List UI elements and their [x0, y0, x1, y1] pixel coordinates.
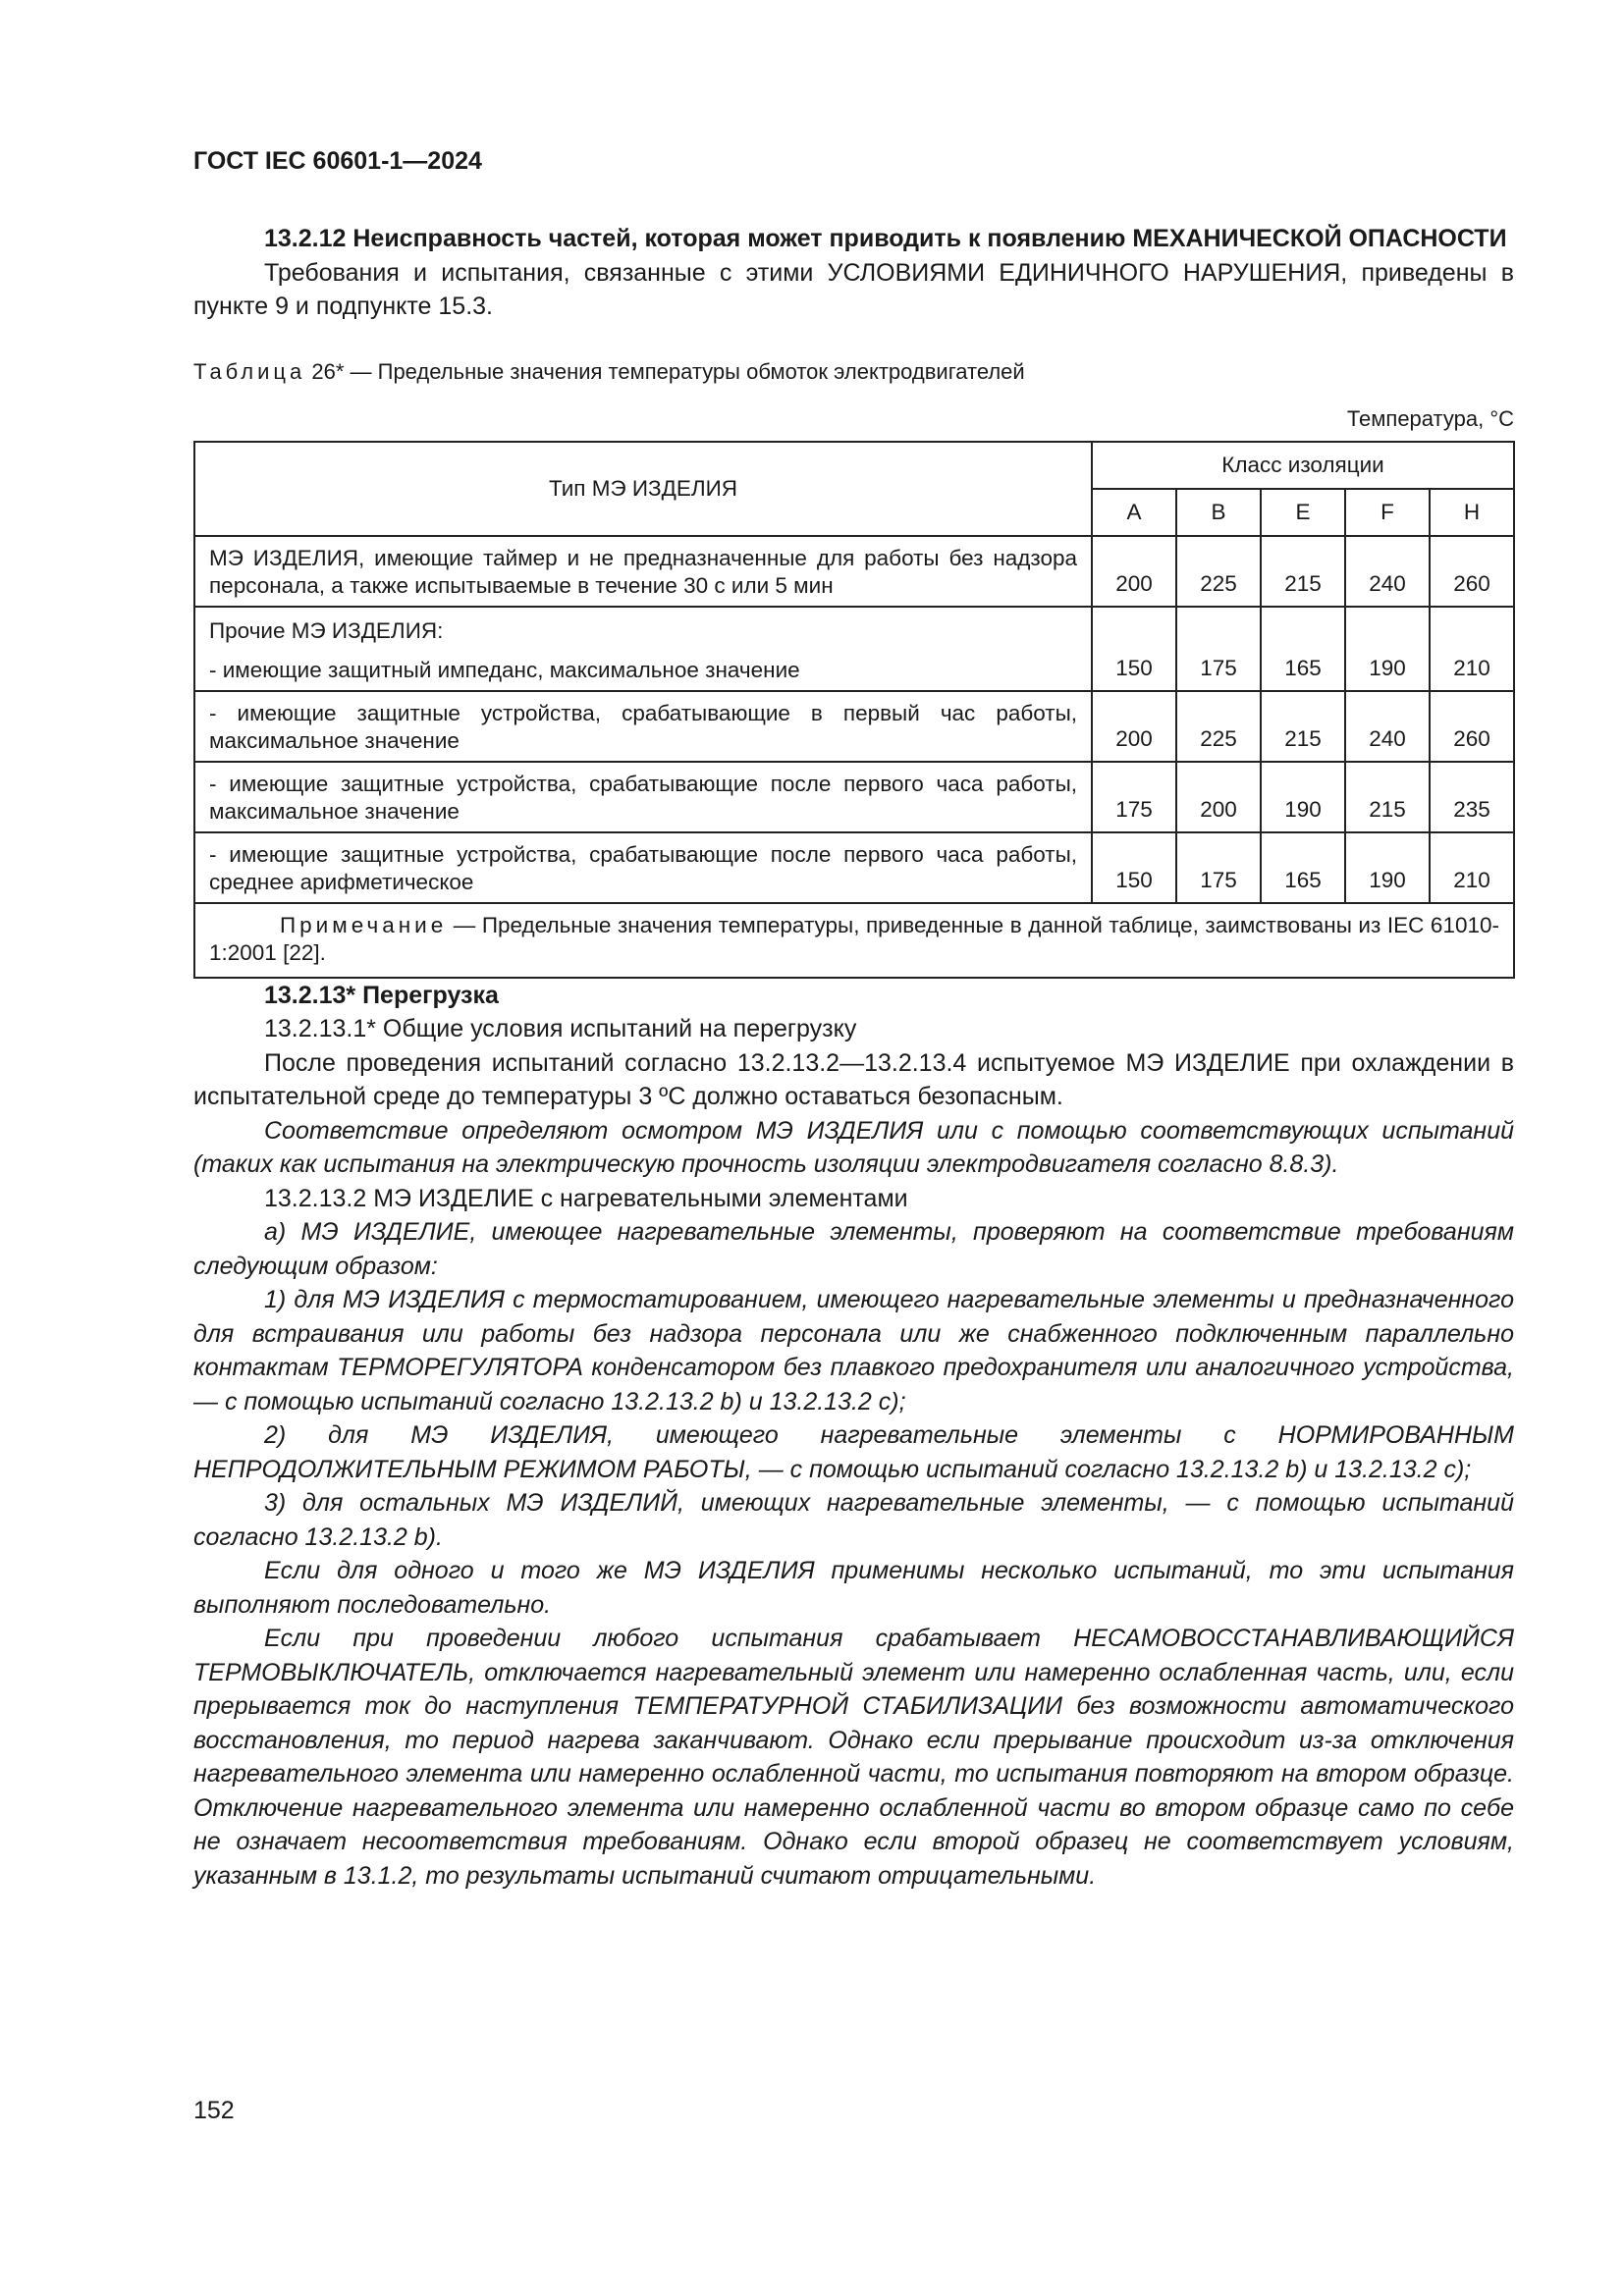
cell-value: 150	[1092, 649, 1176, 691]
item-1: 1) для МЭ ИЗДЕЛИЯ с термостатированием, имеющего нагревательные элементы и предназначенного для встраивания или работы без надзора персонала или же снабженного подключенным параллельно контактам ТЕРМОРЕГУЛЯТОРА конденсатором без плавкого предохранителя или аналогичного устройства, — с помощью испытаний согласно 13.2.13.2 b) и 13.2.13.2 c);	[193, 1286, 1514, 1415]
cell-value: 235	[1430, 762, 1514, 832]
cell-value: 200	[1092, 691, 1176, 762]
header-device-type: Тип МЭ ИЗДЕЛИЯ	[194, 442, 1092, 536]
item-2: 2) для МЭ ИЗДЕЛИЯ, имеющего нагревательные элементы с НОРМИРОВАННЫМ НЕПРОДОЛЖИТЕЛЬНЫМ РЕЖИМОМ РАБОТЫ, — с помощью испытаний согласно 13.2.13.2 b) и 13.2.13.2 c);	[193, 1421, 1514, 1483]
cell-value: 190	[1261, 762, 1345, 832]
group-label: Прочие МЭ ИЗДЕЛИЯ:	[194, 607, 1092, 649]
cell-value: 215	[1261, 691, 1345, 762]
cell-value: 260	[1430, 536, 1514, 607]
row-label: МЭ ИЗДЕЛИЯ, имеющие таймер и не предназначенные для работы без надзора персонала, а также испытываемые в течение 30 с или 5 мин	[194, 536, 1092, 607]
cell-value: 240	[1345, 536, 1430, 607]
subsection-13-2-13-1-compliance: Соответствие определяют осмотром МЭ ИЗДЕЛИЯ или с помощью соответствующих испытаний (таких как испытания на электрическую прочность изоляции электродвигателя согласно 8.8.3).	[193, 1116, 1514, 1178]
row-label: - имеющие защитные устройства, срабатывающие после первого часа работы, максимальное значение	[194, 762, 1092, 832]
header-class-f: F	[1345, 489, 1430, 536]
document-header: ГОСТ IEC 60601-1—2024	[193, 147, 482, 175]
table-group-row	[194, 607, 1514, 649]
cell-value: 260	[1430, 691, 1514, 762]
thermal-cutout-paragraph: Если при проведении любого испытания срабатывает НЕСАМОВОССТАНАВЛИВАЮЩИЙСЯ ТЕРМОВЫКЛЮЧАТЕЛЬ, отключается нагревательный элемент или намеренно ослабленная часть, или, если прерывается ток до наступления ТЕМПЕРАТУРНОЙ СТАБИЛИЗАЦИИ без возможности автоматического восстановления, то период нагрева заканчивают. Однако если прерывание происходит из-за отключения нагревательного элемента или намеренно ослабленной части, то испытания повторяют на втором образце. Отключение нагревательного элемента или намеренно ослабленной части во втором образце само по себе не означает несоответствия требованиям. Однако если второй образец не соответствует условиям, указанным в 13.1.2, то результаты испытаний считают отрицательными.	[193, 1625, 1514, 1890]
table-row	[194, 536, 1514, 607]
subsection-13-2-13-1-title: 13.2.13.1* Общие условия испытаний на перегрузку	[264, 1015, 857, 1042]
row-label: - имеющие защитный импеданс, максимальное значение	[194, 649, 1092, 691]
subsection-13-2-13-2-title: 13.2.13.2 МЭ ИЗДЕЛИЕ с нагревательными элементами	[264, 1184, 908, 1212]
table-unit: Температура, °С	[1346, 405, 1514, 431]
page-number: 152	[193, 2097, 235, 2124]
cell-value: 175	[1092, 762, 1176, 832]
note-text: — Предельные значения температуры, приведенные в данной таблице, заимствованы из IEC 61010-1:2001 [22].	[209, 912, 1499, 965]
section-13-2-13-heading: 13.2.13* Перегрузка	[264, 981, 499, 1009]
cell-value: 210	[1430, 649, 1514, 691]
note-label: Примечание	[280, 912, 448, 937]
cell-value: 200	[1176, 762, 1261, 832]
table-header-row	[194, 442, 1514, 489]
header-class-e: E	[1261, 489, 1345, 536]
table-row	[194, 691, 1514, 762]
cell-value: 215	[1345, 762, 1430, 832]
header-class-b: B	[1176, 489, 1261, 536]
table-note-row	[194, 903, 1514, 978]
cell-value: 215	[1261, 536, 1345, 607]
cell-value: 190	[1345, 832, 1430, 903]
table-caption-text: 26* — Предельные значения температуры обмоток электродвигателей	[305, 358, 1025, 384]
header-class-h: H	[1430, 489, 1514, 536]
temperature-table	[193, 441, 1515, 979]
subsection-13-2-13-1-text: После проведения испытаний согласно 13.2.13.2—13.2.13.4 испытуемое МЭ ИЗДЕЛИЕ при охлаждении в испытательной среде до температуры 3 ºС должно оставаться безопасным.	[193, 1048, 1514, 1110]
cell-value: 175	[1176, 649, 1261, 691]
cell-value: 190	[1345, 649, 1430, 691]
table-row	[194, 649, 1514, 691]
table-note	[194, 903, 1514, 978]
table-row	[194, 762, 1514, 832]
section-13-2-12-text: Требования и испытания, связанные с этими УСЛОВИЯМИ ЕДИНИЧНОГО НАРУШЕНИЯ, приведены в пункте 9 и подпункте 15.3.	[193, 258, 1514, 320]
cell-value: 165	[1261, 832, 1345, 903]
cell-value: 150	[1092, 832, 1176, 903]
section-13-2-12-heading: 13.2.12 Неисправность частей, которая может приводить к появлению МЕХАНИЧЕСКОЙ ОПАСНОСТИ	[264, 225, 1507, 252]
item-3: 3) для остальных МЭ ИЗДЕЛИЙ, имеющих нагревательные элементы, — с помощью испытаний согласно 13.2.13.2 b).	[193, 1489, 1514, 1551]
table-caption	[193, 357, 1514, 387]
row-label: - имеющие защитные устройства, срабатывающие после первого часа работы, среднее арифметическое	[194, 832, 1092, 903]
header-class-a: A	[1092, 489, 1176, 536]
cell-value: 175	[1176, 832, 1261, 903]
page-content	[193, 222, 1514, 1893]
table-label: Таблица	[193, 358, 306, 384]
cell-value: 225	[1176, 536, 1261, 607]
header-insulation-class: Класс изоляции	[1092, 442, 1514, 489]
cell-value: 225	[1176, 691, 1261, 762]
cell-value: 240	[1345, 691, 1430, 762]
multiple-tests-paragraph: Если для одного и того же МЭ ИЗДЕЛИЯ применимы несколько испытаний, то эти испытания выполняют последовательно.	[193, 1557, 1514, 1619]
cell-value: 200	[1092, 536, 1176, 607]
row-label: - имеющие защитные устройства, срабатывающие в первый час работы, максимальное значение	[194, 691, 1092, 762]
cell-value: 210	[1430, 832, 1514, 903]
cell-value: 165	[1261, 649, 1345, 691]
item-a: а) МЭ ИЗДЕЛИЕ, имеющее нагревательные элементы, проверяют на соответствие требованиям следующим образом:	[193, 1218, 1514, 1280]
table-row	[194, 832, 1514, 903]
